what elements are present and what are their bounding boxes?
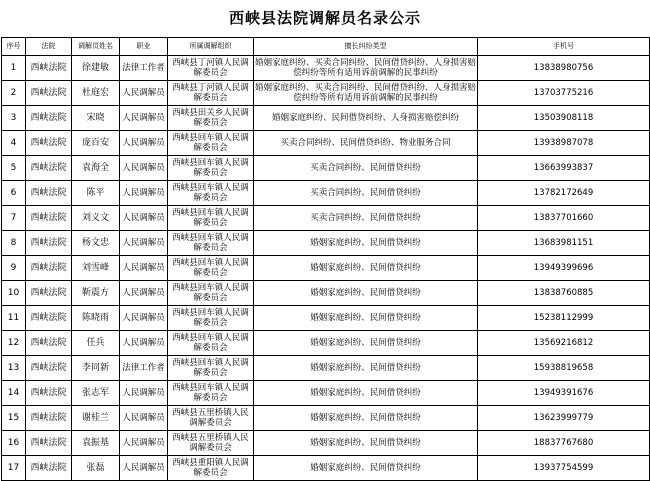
cell-phone: 13838760885 [478,281,650,306]
cell-court: 西峡法院 [26,356,72,381]
table-row [2,406,650,431]
cell-role: 人民调解员 [120,256,168,281]
cell-org: 西峡县丁河镇人民调解委员会 [168,81,254,106]
cell-name: 杜庭宏 [72,81,120,106]
page-title: 西峡县法院调解员名录公示 [228,9,421,27]
table-row [2,331,650,356]
header-name: 调解员姓名 [72,38,120,56]
cell-no: 4 [2,131,26,156]
cell-types: 婚姻家庭纠纷、民间借贷纠纷 [254,431,478,456]
cell-no: 2 [2,81,26,106]
cell-types: 婚姻家庭纠纷、民间借贷纠纷 [254,356,478,381]
cell-name: 陈晓雨 [72,306,120,331]
cell-types: 婚姻家庭纠纷、民间借贷纠纷 [254,281,478,306]
cell-types: 婚姻家庭纠纷、民间借贷纠纷 [254,406,478,431]
cell-org: 西峡县回车镇人民调解委员会 [168,256,254,281]
cell-phone: 13503908118 [478,106,650,131]
cell-org: 西峡县回车镇人民调解委员会 [168,131,254,156]
table-row [2,131,650,156]
cell-court: 西峡法院 [26,406,72,431]
table-row [2,56,650,81]
cell-role: 人民调解员 [120,306,168,331]
cell-types: 买卖合同纠纷、民间借贷纠纷 [254,156,478,181]
cell-phone: 15238112999 [478,306,650,331]
cell-phone: 13938987078 [478,131,650,156]
cell-phone: 13782172649 [478,181,650,206]
cell-types: 婚姻家庭纠纷、民间借贷纠纷 [254,331,478,356]
cell-org: 西峡县五里桥镇人民调解委员会 [168,406,254,431]
cell-types: 买卖合同纠纷、民间借贷纠纷、物业服务合同 [254,131,478,156]
cell-name: 靳震方 [72,281,120,306]
cell-phone: 13569216812 [478,331,650,356]
cell-role: 人民调解员 [120,331,168,356]
header-phone: 手机号 [478,38,650,56]
cell-court: 西峡法院 [26,331,72,356]
table-row [2,106,650,131]
cell-role: 法律工作者 [120,356,168,381]
cell-role: 人民调解员 [120,206,168,231]
cell-court: 西峡法院 [26,181,72,206]
cell-org: 西峡县回车镇人民调解委员会 [168,381,254,406]
cell-name: 徐建敏 [72,56,120,81]
cell-phone: 13703775216 [478,81,650,106]
cell-name: 陈平 [72,181,120,206]
table-row [2,81,650,106]
cell-types: 婚姻家庭纠纷、民间借贷纠纷 [254,306,478,331]
cell-role: 人民调解员 [120,456,168,481]
table-body [2,56,650,481]
cell-role: 人民调解员 [120,406,168,431]
cell-phone: 13949399696 [478,256,650,281]
cell-phone: 13949391676 [478,381,650,406]
cell-no: 10 [2,281,26,306]
cell-court: 西峡法院 [26,456,72,481]
cell-name: 杨文忠 [72,231,120,256]
cell-no: 6 [2,181,26,206]
cell-org: 西峡县回车镇人民调解委员会 [168,281,254,306]
cell-types: 婚姻家庭纠纷、民间借贷纠纷 [254,256,478,281]
cell-no: 13 [2,356,26,381]
cell-no: 1 [2,56,26,81]
cell-role: 人民调解员 [120,431,168,456]
table-row [2,206,650,231]
cell-no: 9 [2,256,26,281]
cell-court: 西峡法院 [26,381,72,406]
table-row [2,281,650,306]
cell-org: 西峡县回车镇人民调解委员会 [168,331,254,356]
cell-name: 刘义文 [72,206,120,231]
table-row [2,181,650,206]
cell-org: 西峡县回车镇人民调解委员会 [168,206,254,231]
cell-types: 买卖合同纠纷、民间借贷纠纷 [254,206,478,231]
table-row [2,356,650,381]
table-row [2,306,650,331]
cell-name: 任兵 [72,331,120,356]
cell-no: 17 [2,456,26,481]
cell-name: 刘雪峰 [72,256,120,281]
cell-no: 8 [2,231,26,256]
cell-no: 3 [2,106,26,131]
cell-court: 西峡法院 [26,306,72,331]
cell-no: 11 [2,306,26,331]
cell-phone: 13623999779 [478,406,650,431]
cell-phone: 13837701660 [478,206,650,231]
cell-name: 宋晓 [72,106,120,131]
cell-name: 张志军 [72,381,120,406]
table-row [2,231,650,256]
mediator-table [1,37,650,481]
cell-no: 15 [2,406,26,431]
cell-court: 西峡法院 [26,256,72,281]
cell-types: 婚姻家庭纠纷、民间借贷纠纷 [254,456,478,481]
cell-org: 西峡县回车镇人民调解委员会 [168,356,254,381]
cell-role: 人民调解员 [120,181,168,206]
cell-types: 婚姻家庭纠纷、民间借贷纠纷 [254,381,478,406]
cell-no: 12 [2,331,26,356]
cell-org: 西峡县回车镇人民调解委员会 [168,181,254,206]
cell-types: 婚姻家庭纠纷、买卖合同纠纷、民间借贷纠纷、人身损害赔偿纠纷等所有适用诉前调解的民事纠纷 [254,81,478,106]
cell-org: 西峡县回车镇人民调解委员会 [168,231,254,256]
cell-phone: 15938819658 [478,356,650,381]
cell-name: 庞百安 [72,131,120,156]
cell-role: 人民调解员 [120,231,168,256]
cell-org: 西峡县回车镇人民调解委员会 [168,306,254,331]
cell-court: 西峡法院 [26,131,72,156]
table-row [2,156,650,181]
cell-court: 西峡法院 [26,81,72,106]
table-row [2,256,650,281]
cell-org: 西峡县田关乡人民调解委员会 [168,106,254,131]
cell-no: 14 [2,381,26,406]
cell-org: 西峡县重阳镇人民调解委员会 [168,456,254,481]
cell-role: 法律工作者 [120,56,168,81]
cell-no: 7 [2,206,26,231]
cell-court: 西峡法院 [26,431,72,456]
header-org: 所属调解组织 [168,38,254,56]
header-role: 职业 [120,38,168,56]
cell-court: 西峡法院 [26,106,72,131]
cell-court: 西峡法院 [26,231,72,256]
cell-role: 人民调解员 [120,131,168,156]
cell-name: 谢桂兰 [72,406,120,431]
table-row [2,456,650,481]
cell-org: 西峡县丁河镇人民调解委员会 [168,56,254,81]
cell-phone: 13663993837 [478,156,650,181]
table-row [2,431,650,456]
cell-types: 买卖合同纠纷、民间借贷纠纷 [254,181,478,206]
cell-role: 人民调解员 [120,81,168,106]
cell-types: 婚姻家庭纠纷、买卖合同纠纷、民间借贷纠纷、人身损害赔偿纠纷等所有适用诉前调解的民事纠纷 [254,56,478,81]
header-types: 擅长纠纷类型 [254,38,478,56]
header-court: 法院 [26,38,72,56]
cell-phone: 18837767680 [478,431,650,456]
cell-court: 西峡法院 [26,206,72,231]
cell-role: 人民调解员 [120,381,168,406]
cell-no: 16 [2,431,26,456]
cell-name: 李同新 [72,356,120,381]
cell-no: 5 [2,156,26,181]
table-row [2,381,650,406]
cell-types: 婚姻家庭纠纷、民间借贷纠纷 [254,231,478,256]
cell-role: 人民调解员 [120,156,168,181]
cell-phone: 13937754599 [478,456,650,481]
cell-org: 西峡县回车镇人民调解委员会 [168,156,254,181]
cell-court: 西峡法院 [26,281,72,306]
cell-org: 西峡县五里桥镇人民调解委员会 [168,431,254,456]
cell-name: 张磊 [72,456,120,481]
cell-role: 人民调解员 [120,281,168,306]
cell-phone: 13838980756 [478,56,650,81]
cell-name: 袁海全 [72,156,120,181]
cell-phone: 13683981151 [478,231,650,256]
cell-court: 西峡法院 [26,56,72,81]
cell-role: 人民调解员 [120,106,168,131]
header-row [2,38,650,56]
table-header [2,38,650,56]
cell-name: 袁振基 [72,431,120,456]
cell-types: 婚姻家庭纠纷、民间借贷纠纷、人身损害赔偿纠纷 [254,106,478,131]
cell-court: 西峡法院 [26,156,72,181]
header-no: 序号 [2,38,26,56]
